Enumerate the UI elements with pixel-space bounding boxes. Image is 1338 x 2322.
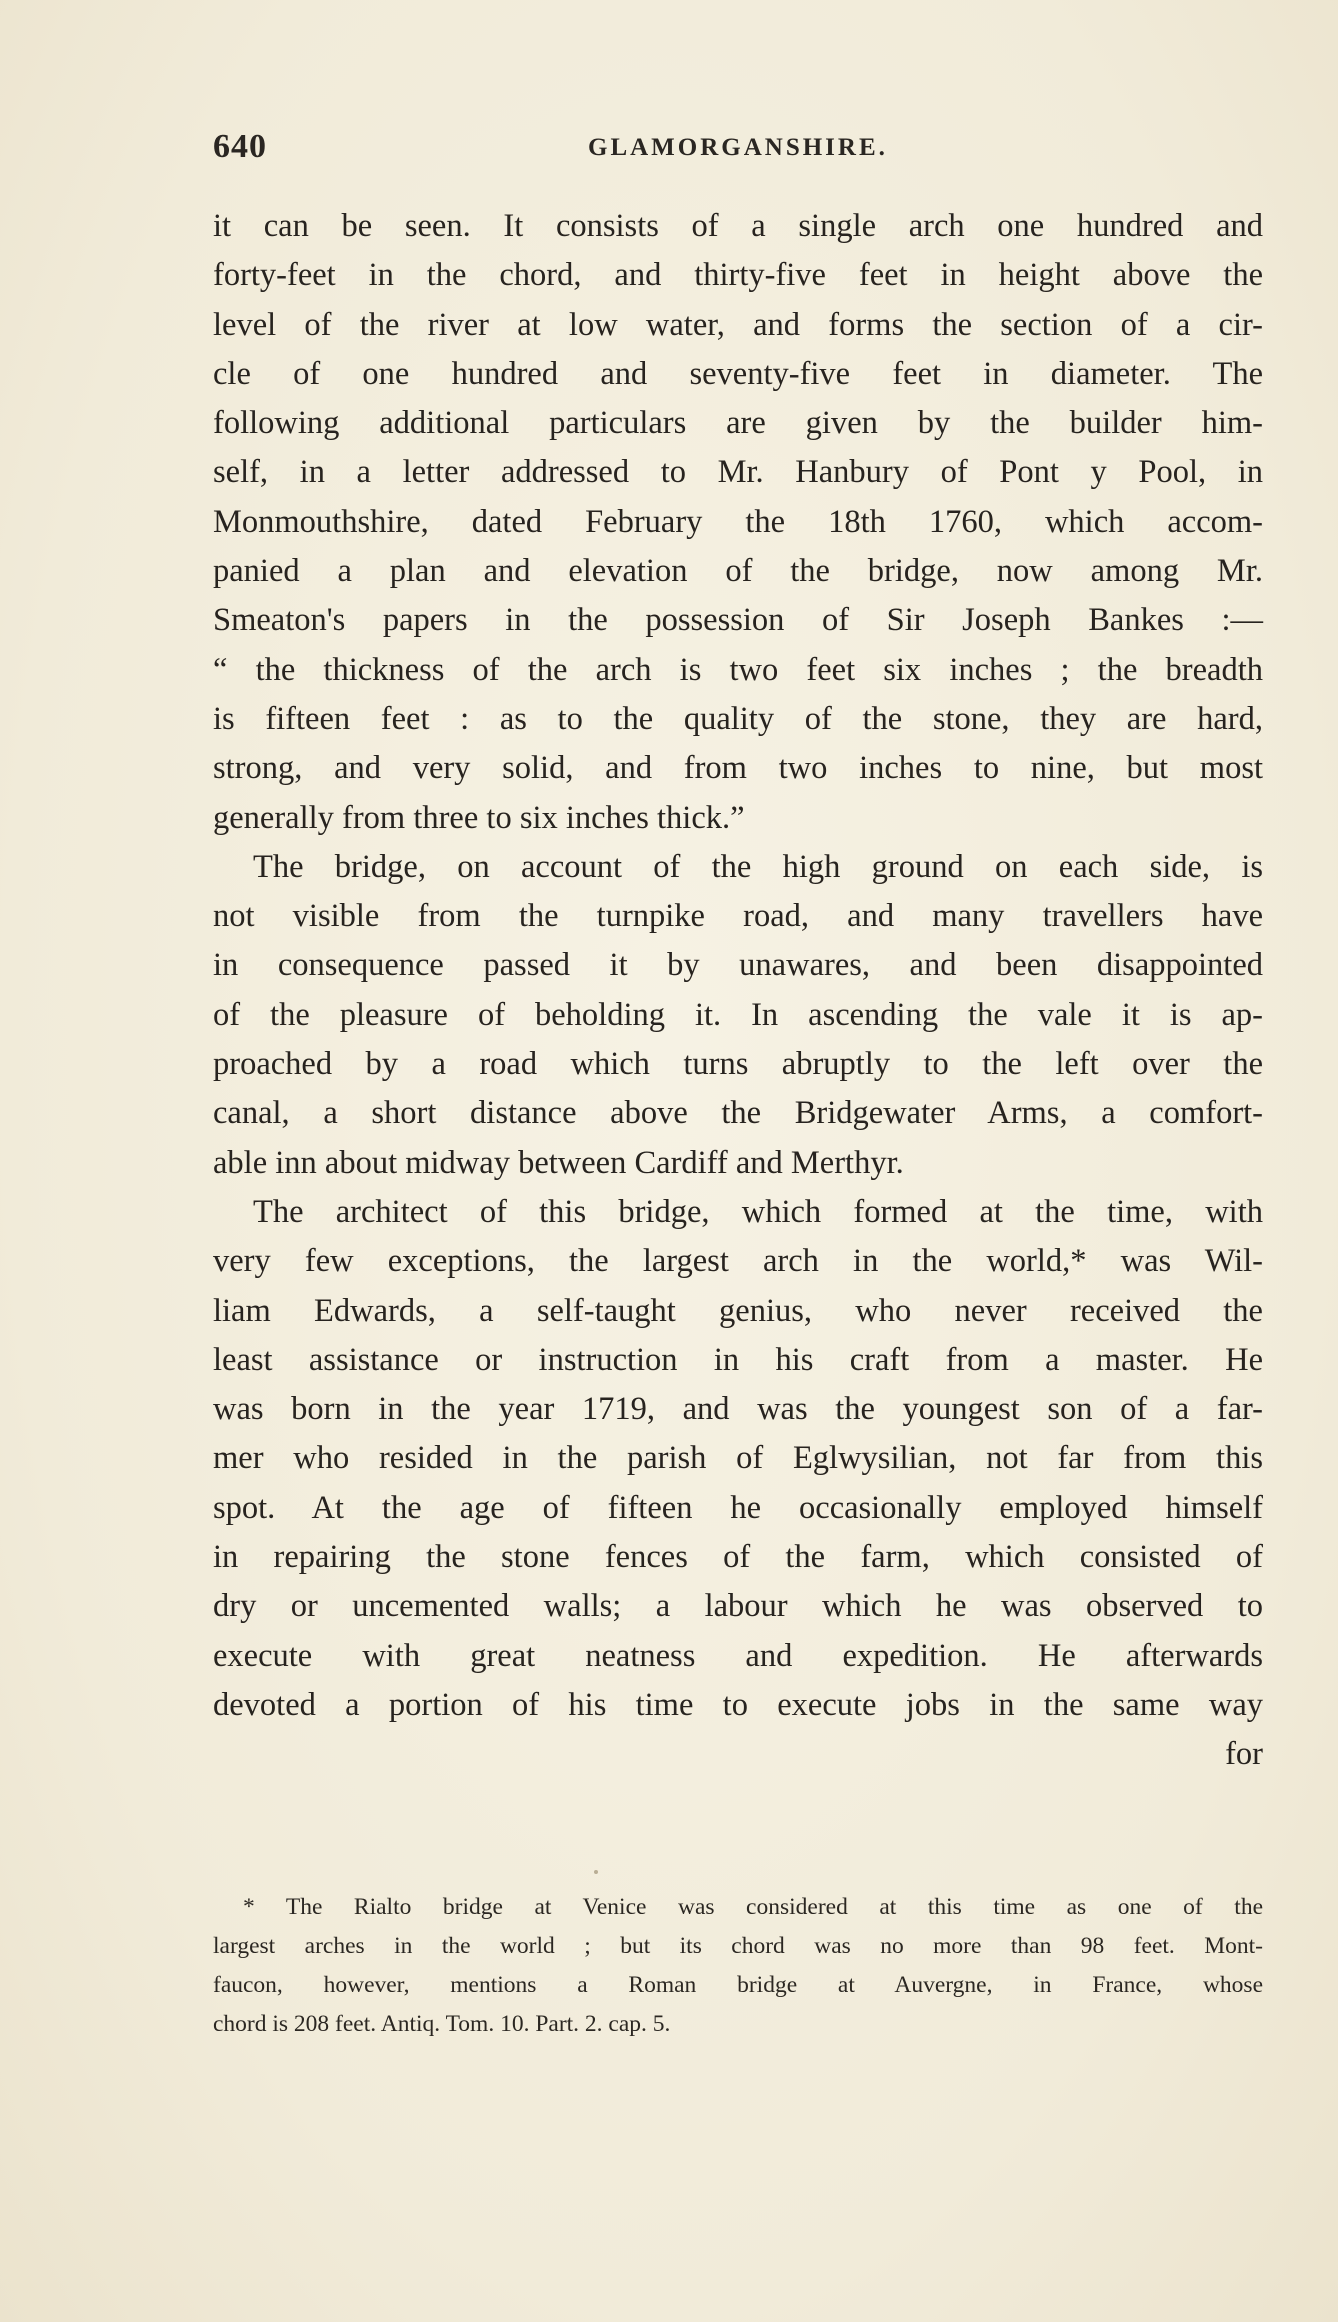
text-line: devoted a portion of his time to execute jobs in the same way — [213, 1686, 1263, 1723]
text-line: in repairing the stone fences of the farm, which consisted of — [213, 1539, 1263, 1576]
text-line: “ the thickness of the arch is two feet six inches ; the breadth — [213, 651, 1263, 688]
text-line: The bridge, on account of the high ground on each side, is — [253, 848, 1263, 885]
text-line: Monmouthshire, dated February the 18th 1760, which accom- — [213, 503, 1263, 540]
text-line: able inn about midway between Cardiff and Merthyr. — [213, 1144, 904, 1181]
text-line: proached by a road which turns abruptly to the left over the — [213, 1046, 1263, 1083]
text-line: in consequence passed it by unawares, and been disappointed — [213, 947, 1263, 984]
text-line: it can be seen. It consists of a single arch one hundred and — [213, 208, 1263, 244]
text-line: is fifteen feet : as to the quality of the stone, they are hard, — [213, 700, 1263, 737]
text-line: self, in a letter addressed to Mr. Hanbury of Pont y Pool, in — [213, 454, 1263, 491]
running-head: GLAMORGANSHIRE. — [588, 134, 888, 161]
text-line: forty-feet in the chord, and thirty-five feet in height above the — [213, 257, 1263, 294]
footnote-separator-mark — [594, 1870, 598, 1874]
footnote-line: chord is 208 feet. Antiq. Tom. 10. Part. 2. cap. 5. — [213, 2011, 671, 2037]
footnote — [213, 1888, 1263, 2044]
text-line: panied a plan and elevation of the bridge, now among Mr. — [213, 553, 1263, 590]
text-line: Smeaton's papers in the possession of Sir Joseph Bankes :— — [213, 602, 1263, 639]
text-line: liam Edwards, a self-taught genius, who never received the — [213, 1292, 1263, 1329]
footnote-line: largest arches in the world ; but its chord was no more than 98 feet. Mont- — [213, 1933, 1263, 1959]
text-line: spot. At the age of fifteen he occasionally employed himself — [213, 1489, 1263, 1526]
text-line: least assistance or instruction in his craft from a master. He — [213, 1341, 1263, 1378]
text-line: dry or uncemented walls; a labour which he was observed to — [213, 1588, 1263, 1625]
catchword: for — [1225, 1736, 1263, 1773]
text-line: level of the river at low water, and forms the section of a cir- — [213, 306, 1263, 343]
footnote-line: faucon, however, mentions a Roman bridge at Auvergne, in France, whose — [213, 1972, 1263, 1998]
text-line: following additional particulars are given by the builder him- — [213, 405, 1263, 442]
page-number: 640 — [213, 128, 267, 165]
text-line: execute with great neatness and expedition. He afterwards — [213, 1637, 1263, 1674]
text-line: very few exceptions, the largest arch in the world,* was Wil- — [213, 1243, 1263, 1280]
text-line: cle of one hundred and seventy-five feet in diameter. The — [213, 355, 1263, 392]
text-line: was born in the year 1719, and was the youngest son of a far- — [213, 1391, 1263, 1428]
body-text — [213, 202, 1263, 1780]
page-header — [213, 128, 1263, 168]
text-line: strong, and very solid, and from two inches to nine, but most — [213, 750, 1263, 787]
text-line: not visible from the turnpike road, and many travellers have — [213, 898, 1263, 935]
text-line: of the pleasure of beholding it. In ascending the vale it is ap- — [213, 996, 1263, 1033]
text-line: mer who resided in the parish of Eglwysilian, not far from this — [213, 1440, 1263, 1477]
text-line: canal, a short distance above the Bridgewater Arms, a comfort- — [213, 1095, 1263, 1132]
footnote-line: * The Rialto bridge at Venice was considered at this time as one of the — [243, 1894, 1263, 1920]
text-line: The architect of this bridge, which formed at the time, with — [253, 1193, 1263, 1230]
text-line: generally from three to six inches thick.” — [213, 799, 745, 836]
